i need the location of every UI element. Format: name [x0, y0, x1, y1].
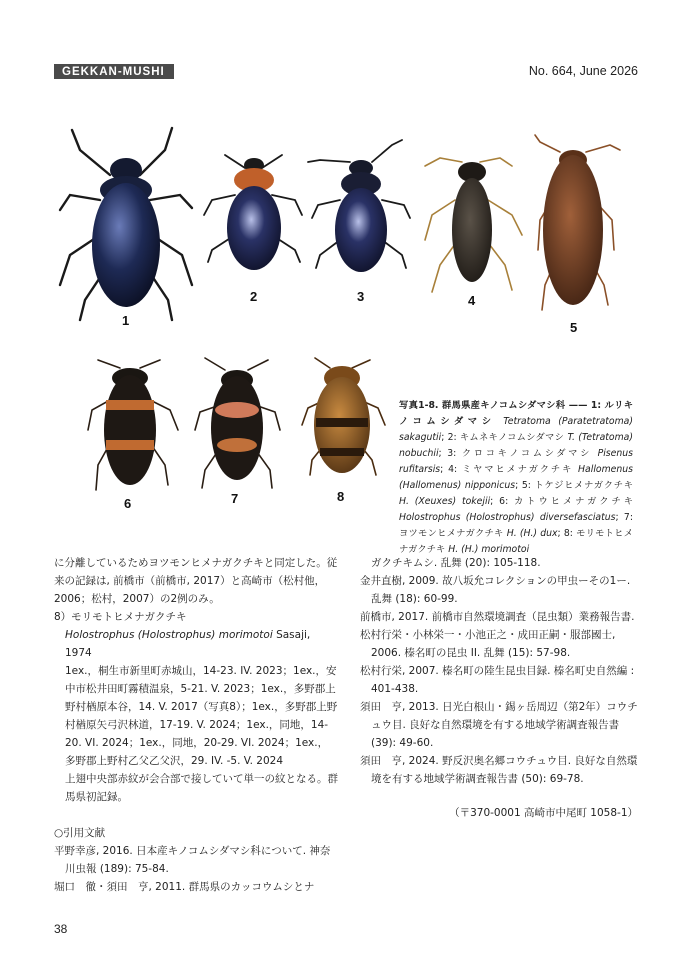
caption-taxon: T. (Tetratoma) nobuchii: [399, 432, 633, 459]
plate-label-5: 5: [570, 320, 578, 335]
caption-taxon: H. (Xeuxes) tokejii: [399, 496, 491, 507]
page-number: 38: [54, 922, 68, 936]
caption-taxon: H. (H.) dux: [506, 528, 558, 539]
species-author: Sasaji, 1974: [65, 629, 311, 659]
species-name: [54, 626, 338, 662]
caption-text: ; 4: ミヤマヒメナガクチキ: [440, 464, 574, 475]
beetle-8-image: [302, 358, 385, 475]
caption-taxon: H. (H.) morimotoi: [448, 544, 530, 555]
author-address: （〒370-0001 高崎市中尾町 1058-1）: [449, 807, 638, 819]
beetle-7-image: [195, 358, 280, 488]
body-paragraph: に分離しているためヨツモンヒメナガクチキと同定した。従来の記録は, 前橋市（前橋市, 2017）と高崎市（松村他，2006；松村，2007）の2例のみ。: [54, 557, 338, 605]
reference-item: 須田 亨, 2013. 日光白根山・錫ヶ岳周辺（第2年）コウチュウ目. 良好な自然環境を有する地域学術調査報告書 (39): 49-60.: [360, 701, 638, 749]
reference-item: 堀口 徹・須田 亨, 2011. 群馬県のカッコウムシとナ: [54, 881, 315, 893]
plate-label-8: 8: [337, 489, 345, 504]
beetle-2-image: [204, 155, 302, 270]
reference-item: 平野幸彦, 2016. 日本産キノコムシダマシ科について. 神奈川虫報 (189): 75-84.: [54, 845, 331, 875]
specimen-records: 1ex.，桐生市新里町赤城山，14-23. IV. 2023；1ex.，安中市松井田町霧積温泉，5-21. V. 2023；1ex.，多野郡上野村楢原本谷，14. V. 2017（写真8）；1ex.，多野郡上野村楢原矢弓沢林道，17-19. V. 2024；1ex.，同地，14-20. VI. 2024；1ex.，同地，20-29. VI. 2024；1ex.，多野郡上野村乙父乙父沢，29. IV. -5. V. 2024: [65, 665, 338, 767]
caption-taxon: Hallomenus (Hallomenus) nipponicus: [399, 464, 633, 491]
left-column: [54, 554, 338, 896]
journal-tag: GEKKAN-MUSHI: [54, 64, 174, 79]
caption-taxon: Pisenus rufitarsis: [399, 448, 633, 475]
plate-label-6: 6: [124, 496, 132, 511]
plate-label-3: 3: [357, 289, 365, 304]
caption-text: ; 8: モリモトヒメナガクチキ: [399, 528, 633, 555]
references-title: ○引用文献: [54, 827, 106, 839]
reference-item: 松村行栄, 2007. 榛名町の陸生昆虫目録. 榛名町史自然編 : 401-438.: [360, 665, 635, 695]
species-binomial: Holostrophus (Holostrophus) morimotoi: [65, 629, 273, 641]
plate-label-2: 2: [250, 289, 258, 304]
caption-text: ; 6: カトウヒメナガクチキ: [490, 496, 633, 507]
reference-item: 須田 亨, 2024. 野反沢奥名郷コウチュウ目. 良好な自然環境を有する地域学術調査報告書 (50): 69-78.: [360, 755, 638, 785]
caption-lead: 写真1-8. 群馬県産キノコムシダマシ科 —— 1: ルリキノコムシダマシ: [399, 400, 633, 427]
plate-label-1: 1: [122, 313, 130, 328]
reference-item: ガクチキムシ. 乱舞 (20): 105-118.: [371, 557, 541, 569]
beetle-5-image: [535, 135, 620, 310]
issue-label: No. 664, June 2026: [528, 64, 638, 78]
beetle-4-image: [425, 158, 522, 292]
beetle-3-image: [308, 140, 410, 272]
body-paragraph: 上翅中央部赤紋が会合部で接していて単一の紋となる。群馬県初記録。: [65, 773, 338, 803]
caption-text: ; 7: ヨツモンヒメナガクチキ: [399, 512, 633, 539]
figure-caption: [399, 398, 633, 558]
reference-item: 松村行栄・小林栄一・小池正之・成田正嗣・服部國士, 2006. 榛名町の昆虫 II. 乱舞 (15): 57-98.: [360, 629, 616, 659]
reference-item: 前橋市, 2017. 前橋市自然環境調査（昆虫類）業務報告書.: [360, 611, 635, 623]
right-column: [360, 554, 638, 822]
plate-label-7: 7: [231, 491, 239, 506]
beetle-6-image: [88, 360, 178, 490]
caption-taxon: Holostrophus (Holostrophus) diversefasciatus: [399, 512, 616, 523]
caption-text: ; 5: トケジヒメナガクチキ: [515, 480, 633, 491]
section-heading: 8）モリモトヒメナガクチキ: [54, 611, 187, 623]
caption-text: ; 3: クロコキノコムシダマシ: [438, 448, 593, 459]
caption-taxon: Tetratoma (Paratetratoma) sakagutii: [399, 416, 633, 443]
plate-label-4: 4: [468, 293, 476, 308]
reference-item: 金井直樹, 2009. 故八坂允コレクションの甲虫ーその1ー. 乱舞 (18): 60-99.: [360, 575, 631, 605]
beetle-1-image: [60, 128, 192, 320]
caption-text: ; 2: キムネキノコムシダマシ: [441, 432, 565, 443]
